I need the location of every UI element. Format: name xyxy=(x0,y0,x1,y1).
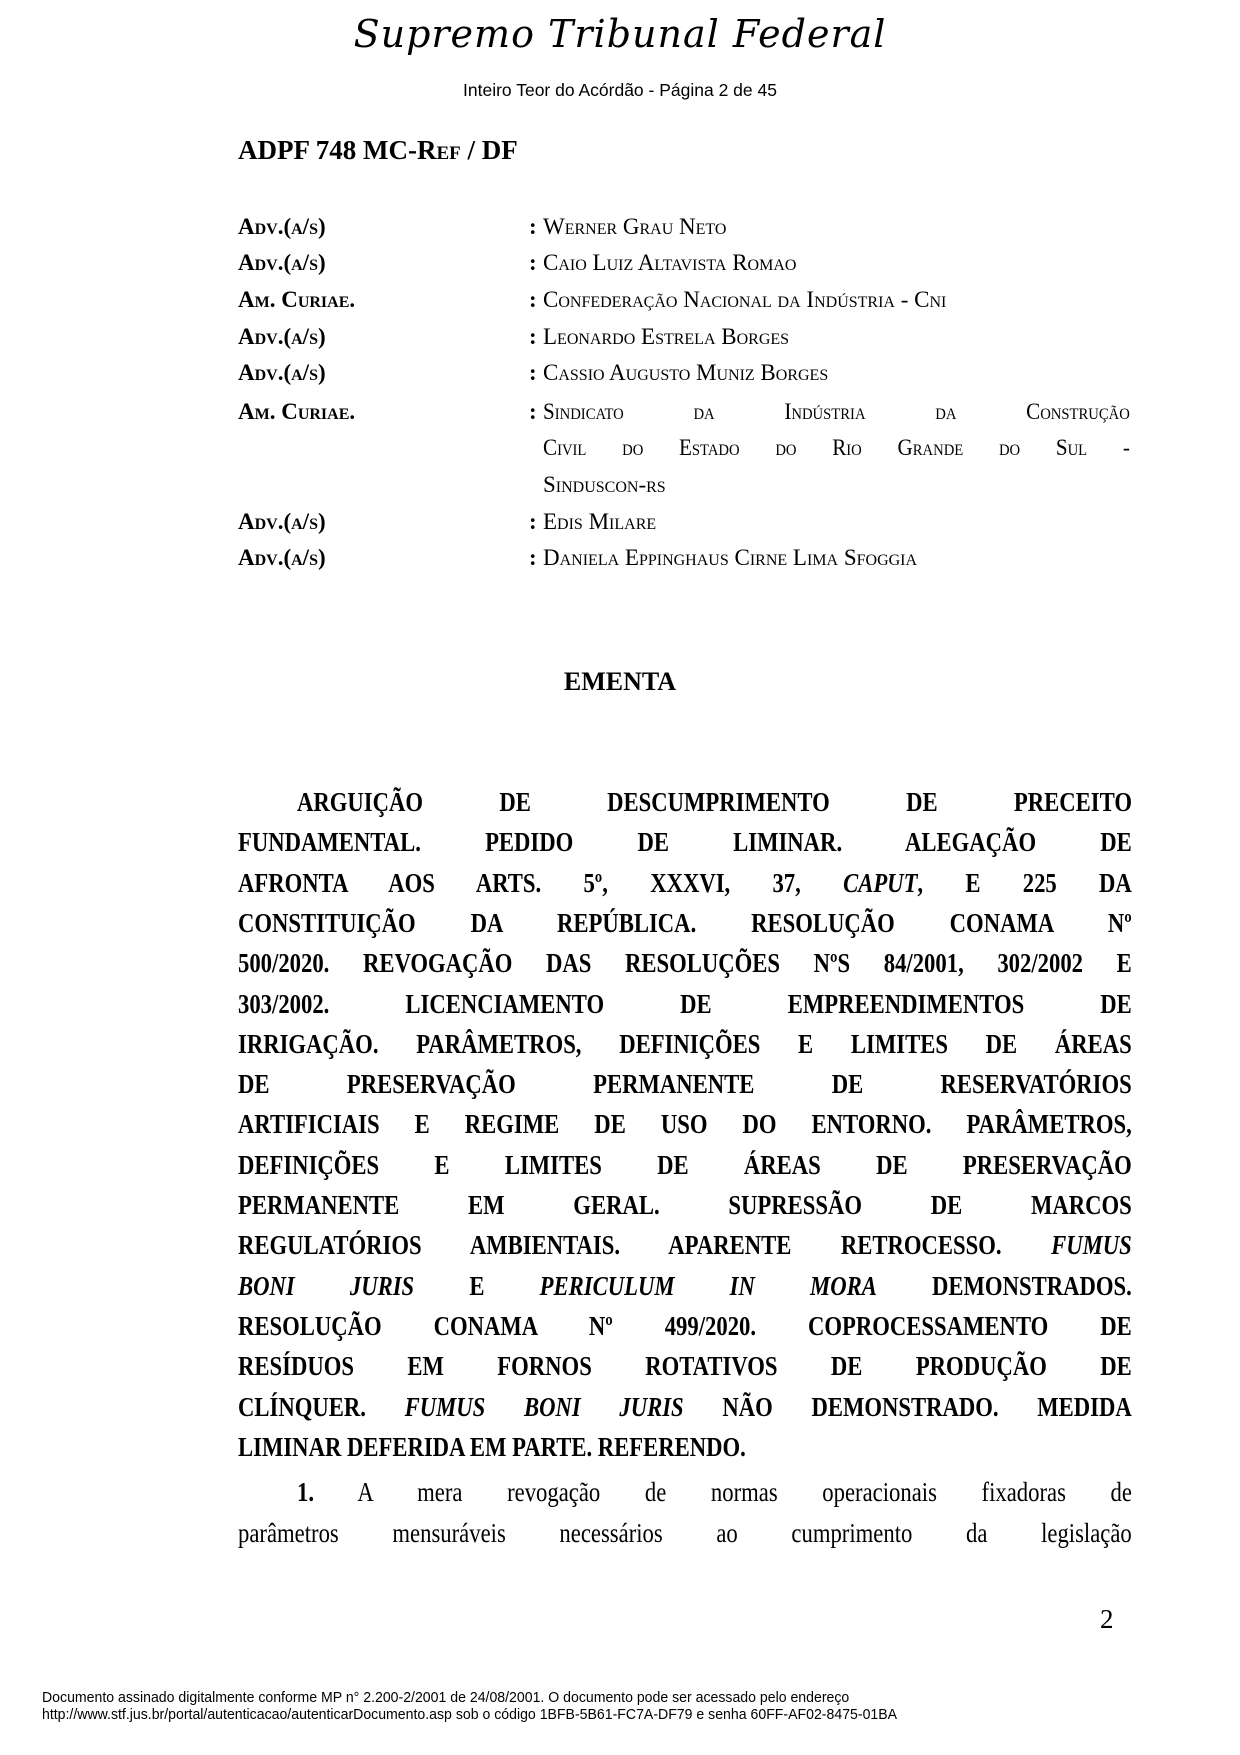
page-number: 2 xyxy=(1100,1604,1114,1634)
footer-authentication-link[interactable]: http://www.stf.jus.br/portal/autenticacao/autenticarDocumento.asp sob o código 1BFB-5B61-FC7A-DF79 e senha 60FF-AF02-8475-01BA xyxy=(42,1706,898,1723)
party-separator: : xyxy=(529,509,537,534)
ementa-line xyxy=(238,1067,1132,1101)
ementa-line xyxy=(238,1269,1132,1303)
party-name: Confederação Nacional da Indústria - Cni xyxy=(543,287,947,312)
party-separator: : xyxy=(529,214,537,239)
item-1-line-1 xyxy=(297,1475,1132,1509)
ementa-italic-term: BONI JURIS xyxy=(238,1270,415,1301)
case-title-suffix: / DF xyxy=(460,135,518,165)
item-1-line-2: parâmetros mensuráveis necessários ao cumprimento da legislação xyxy=(238,1518,1132,1548)
ementa-line xyxy=(238,1349,1132,1383)
ementa-text-segment: AFRONTA AOS ARTS. 5º, XXXVI, 37, xyxy=(238,867,844,898)
party-name: Civil do Estado do Rio Grande do Sul - xyxy=(543,435,1130,460)
ementa-text-segment: DEMONSTRADOS. xyxy=(876,1270,1132,1301)
ementa-text-segment: ARTIFICIAIS E REGIME DE USO DO ENTORNO. PARÂMETROS, xyxy=(238,1109,1132,1140)
ementa-text-segment: CONSTITUIÇÃO DA REPÚBLICA. RESOLUÇÃO CONAMA Nº xyxy=(238,907,1132,938)
page-info: Inteiro Teor do Acórdão - Página 2 de 45 xyxy=(463,80,777,100)
party-separator: : xyxy=(529,360,537,385)
party-name: Caio Luiz Altavista Romao xyxy=(543,250,797,275)
item-1-text: A mera revogação de normas operacionais fixadoras de xyxy=(314,1477,1132,1507)
case-title-ref: Ref xyxy=(416,135,461,165)
case-title xyxy=(238,133,518,167)
party-role-label: Adv.(a/s) xyxy=(238,250,326,275)
ementa-line xyxy=(238,825,1132,859)
party-role-label: Adv.(a/s) xyxy=(238,509,326,534)
footer-signature-notice: Documento assinado digitalmente conforme MP n° 2.200-2/2001 de 24/08/2001. O documento pode ser acessado pelo endereço xyxy=(42,1689,850,1706)
party-separator: : xyxy=(529,250,537,275)
party-name: Sindicato da Indústria da Construção xyxy=(543,399,1130,424)
party-role-label: Am. Curiae. xyxy=(238,399,356,424)
ementa-line xyxy=(238,946,1132,980)
ementa-text-segment: CLÍNQUER. xyxy=(238,1391,405,1422)
ementa-italic-term: PERICULUM IN MORA xyxy=(539,1270,877,1301)
party-name: Daniela Eppinghaus Cirne Lima Sfoggia xyxy=(543,545,918,570)
ementa-text-segment: LIMINAR DEFERIDA EM PARTE. REFERENDO. xyxy=(238,1431,746,1462)
ementa-line xyxy=(297,785,1132,819)
ementa-line xyxy=(238,906,1132,940)
ementa-text-segment: E xyxy=(414,1270,540,1301)
ementa-heading: EMENTA xyxy=(563,667,677,696)
ementa-line xyxy=(238,1228,1132,1262)
ementa-text-segment: DE PRESERVAÇÃO PERMANENTE DE RESERVATÓRIOS xyxy=(238,1069,1132,1100)
party-name: Cassio Augusto Muniz Borges xyxy=(543,360,829,385)
ementa-line xyxy=(238,1309,1132,1343)
ementa-line xyxy=(238,1107,1132,1141)
party-role-label: Adv.(a/s) xyxy=(238,324,326,349)
ementa-line xyxy=(238,866,1132,900)
party-separator: : xyxy=(529,399,537,424)
ementa-line xyxy=(238,1027,1132,1061)
party-separator: : xyxy=(529,324,537,349)
item-1-number: 1. xyxy=(297,1477,315,1507)
party-separator: : xyxy=(529,545,537,570)
ementa-line xyxy=(238,987,1132,1021)
ementa-line xyxy=(238,1148,1132,1182)
ementa-text-segment: PERMANENTE EM GERAL. SUPRESSÃO DE MARCOS xyxy=(238,1190,1132,1220)
party-name: Edis Milare xyxy=(543,509,657,534)
ementa-italic-term: FUMUS xyxy=(1051,1230,1132,1261)
ementa-text-segment: REGULATÓRIOS AMBIENTAIS. APARENTE RETROCESSO. xyxy=(238,1230,1052,1261)
ementa-text-segment: FUNDAMENTAL. PEDIDO DE LIMINAR. ALEGAÇÃO DE xyxy=(238,827,1132,858)
ementa-text-segment: 303/2002. LICENCIAMENTO DE EMPREENDIMENTOS DE xyxy=(238,988,1132,1019)
ementa-text-segment: RESÍDUOS EM FORNOS ROTATIVOS DE PRODUÇÃO DE xyxy=(238,1351,1132,1382)
party-role-label: Adv.(a/s) xyxy=(238,545,326,570)
ementa-text-segment: DEFINIÇÕES E LIMITES DE ÁREAS DE PRESERVAÇÃO xyxy=(238,1149,1132,1180)
party-name: Leonardo Estrela Borges xyxy=(543,324,790,349)
ementa-italic-term: CAPUT xyxy=(843,867,918,898)
ementa-text-segment: IRRIGAÇÃO. PARÂMETROS, DEFINIÇÕES E LIMITES DE ÁREAS xyxy=(238,1028,1132,1059)
party-role-label: Adv.(a/s) xyxy=(238,214,326,239)
party-separator: : xyxy=(529,287,537,312)
ementa-text-segment: 500/2020. REVOGAÇÃO DAS RESOLUÇÕES NºS 84/2001, 302/2002 E xyxy=(238,948,1132,979)
party-name: Werner Grau Neto xyxy=(543,214,727,239)
ementa-line xyxy=(238,1188,1132,1222)
ementa-line xyxy=(238,1390,1132,1424)
ementa-text-segment: ARGUIÇÃO DE DESCUMPRIMENTO DE PRECEITO xyxy=(297,787,1132,817)
ementa-italic-term: FUMUS BONI JURIS xyxy=(404,1391,684,1422)
court-name-header: Supremo Tribunal Federal xyxy=(353,12,887,56)
party-name: Sinduscon-rs xyxy=(543,472,666,497)
ementa-text-segment: , E 225 DA xyxy=(917,867,1132,898)
ementa-line xyxy=(238,1430,1132,1464)
party-role-label: Am. Curiae. xyxy=(238,287,356,312)
ementa-text-segment: NÃO DEMONSTRADO. MEDIDA xyxy=(683,1391,1132,1422)
ementa-text-segment: RESOLUÇÃO CONAMA Nº 499/2020. COPROCESSAMENTO DE xyxy=(238,1310,1132,1341)
party-role-label: Adv.(a/s) xyxy=(238,360,326,385)
case-title-prefix: ADPF 748 MC- xyxy=(238,135,417,165)
